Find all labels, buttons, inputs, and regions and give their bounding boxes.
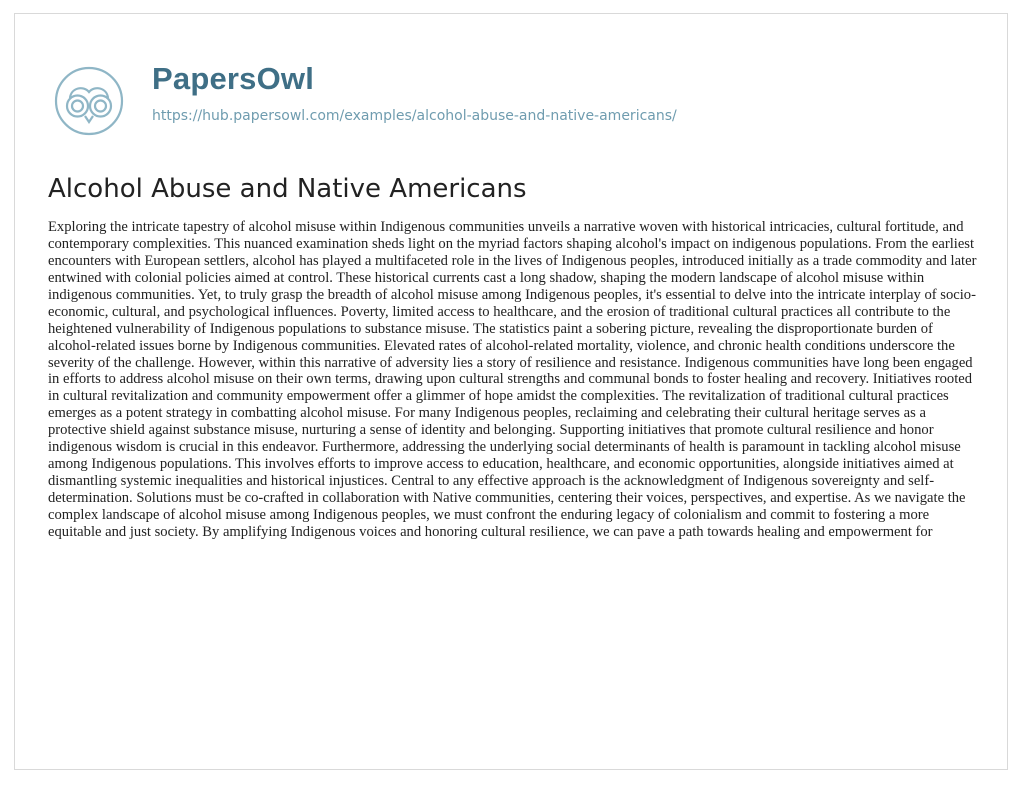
owl-eyes-icon bbox=[50, 62, 130, 142]
document-title: Alcohol Abuse and Native Americans bbox=[48, 174, 527, 204]
document-body: Exploring the intricate tapestry of alcohol misuse within Indigenous communities unveils a narrative woven with historical intricacies, cultural fortitude, and contemporary complexities. This nuanced examination sheds light on the myriad factors shaping alcohol's impact on indigenous populations. From the earliest encounters with European settlers, alcohol has played a multifaceted role in the lives of Indigenous peoples, introduced initially as a trade commodity and later entwined with colonial policies aimed at control. These historical currents cast a long shadow, shaping the modern landscape of alcohol misuse within indigenous communities. Yet, to truly grasp the breadth of alcohol misuse among Indigenous peoples, it's essential to delve into the intricate interplay of socio-economic, cultural, and psychological influences. Poverty, limited access to healthcare, and the erosion of traditional cultural practices all contribute to the heightened vulnerability of Indigenous populations to substance misuse. The statistics paint a sobering picture, revealing the disproportionate burden of alcohol-related issues borne by Indigenous communities. Elevated rates of alcohol-related mortality, violence, and chronic health conditions underscore the severity of the challenge. However, within this narrative of adversity lies a story of resilience and resistance. Indigenous communities have long been engaged in efforts to address alcohol misuse on their own terms, drawing upon cultural strengths and communal bonds to foster healing and recovery. Initiatives rooted in cultural revitalization and community empowerment offer a glimmer of hope amidst the complexities. The revitalization of traditional cultural practices emerges as a potent strategy in combatting alcohol misuse. For many Indigenous peoples, reclaiming and celebrating their cultural heritage serves as a protective shield against substance misuse, nurturing a sense of identity and belonging. Supporting initiatives that promote cultural resilience and honor indigenous wisdom is crucial in this endeavor. Furthermore, addressing the underlying social determinants of health is paramount in tackling alcohol misuse among Indigenous populations. This involves efforts to improve access to education, healthcare, and economic opportunities, alongside initiatives aimed at dismantling systemic inequalities and historical injustices. Central to any effective approach is the acknowledgment of Indigenous sovereignty and self-determination. Solutions must be co-crafted in collaboration with Native communities, centering their voices, perspectives, and expertise. As we navigate the complex landscape of alcohol misuse among Indigenous peoples, we must confront the enduring legacy of colonialism and commit to fostering a more equitable and just society. By amplifying Indigenous voices and honoring cultural resilience, we can pave a path towards healing and empowerment for bbox=[48, 219, 977, 540]
source-url-link[interactable]: https://hub.papersowl.com/examples/alcohol-abuse-and-native-americans/ bbox=[152, 108, 677, 124]
owl-eyes-icon-svg bbox=[50, 62, 130, 142]
brand-name: PapersOwl bbox=[152, 61, 315, 96]
